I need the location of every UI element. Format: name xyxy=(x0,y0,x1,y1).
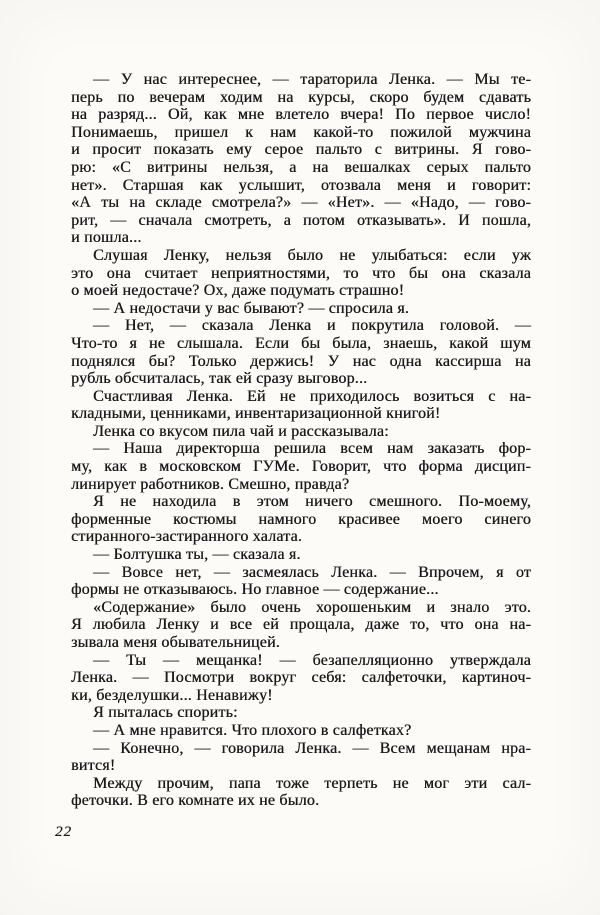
page-number: 22 xyxy=(55,824,72,840)
text-line: — Наша директорша решила всем нам заказать фор- xyxy=(93,440,531,458)
paragraph xyxy=(71,546,531,564)
text-line: рит, — сначала смотреть, а потом отказывать». И пошла, xyxy=(71,211,531,229)
text-line: Между прочим, папа тоже терпеть не мог эти сал- xyxy=(93,774,531,792)
text-block xyxy=(71,71,531,810)
text-line: му, как в московском ГУМе. Говорит, что форма дисцип- xyxy=(71,458,531,476)
text-line: — А мне нравится. Что плохого в салфетках? xyxy=(93,721,412,739)
text-line: — Вовсе нет, — засмеялась Ленка. — Впрочем, я от xyxy=(93,563,531,581)
text-line: «Содержание» было очень хорошеньким и знало это. xyxy=(93,598,531,616)
paragraph xyxy=(71,423,531,441)
paragraph xyxy=(71,564,531,599)
text-line: формы не отказываюсь. Но главное — содержание... xyxy=(71,581,439,599)
paragraph xyxy=(71,722,531,740)
text-line: форменные костюмы намного красивее моего синего xyxy=(71,510,531,528)
text-line: о моей недостаче? Ох, даже подумать страшно! xyxy=(71,282,405,300)
paragraph xyxy=(71,388,531,423)
text-line: это она считает неприятностями, то что бы она сказала xyxy=(71,264,531,282)
text-line: Я не находила в этом ничего смешного. По-моему, xyxy=(93,493,531,511)
paragraph xyxy=(71,440,531,493)
text-line: — Нет, — сказала Ленка и покрутила головой. — xyxy=(93,317,531,335)
paragraph xyxy=(71,652,531,705)
text-line: перь по вечерам ходим на курсы, скоро будем сдавать xyxy=(71,88,531,106)
text-line: рю: «С витрины нельзя, а на вешалках серых пальто xyxy=(71,158,531,176)
paragraph xyxy=(71,740,531,775)
text-line: Слушая Ленку, нельзя было не улыбаться: если уж xyxy=(93,246,531,264)
text-line: вится! xyxy=(71,757,116,775)
text-line: и пошла... xyxy=(71,229,142,247)
text-line: — У нас интереснее, — тараторила Ленка. — Мы те- xyxy=(93,71,531,88)
text-line: рубль обсчиталась, так ей сразу выговор... xyxy=(71,370,368,388)
text-line: зывала меня обывательницей. xyxy=(71,634,280,651)
paragraph xyxy=(71,317,531,387)
text-line: Что-то я не слышала. Если бы была, знаешь, какой шум xyxy=(71,334,531,352)
text-line: Понимаешь, пришел к нам какой-то пожилой мужчина xyxy=(71,123,531,141)
text-line: линирует работников. Смешно, правда? xyxy=(71,475,350,493)
text-line: стиранного-застиранного халата. xyxy=(71,528,303,546)
text-line: кладными, ценниками, инвентаризационной книгой! xyxy=(71,405,441,423)
text-line: и просит показать ему серое пальто с витрины. Я гово- xyxy=(71,141,531,159)
text-line: — Болтушка ты, — сказала я. xyxy=(93,546,301,564)
paragraph xyxy=(71,71,531,247)
paragraph xyxy=(71,775,531,810)
text-line: — А недостачи у вас бывают? — спросила я. xyxy=(93,299,409,317)
text-line: поднялся бы? Только держись! У нас одна кассирша на xyxy=(71,352,531,370)
paragraph xyxy=(71,300,531,318)
paragraph xyxy=(71,247,531,300)
text-line: Счастливая Ленка. Ей не приходилось возиться с на- xyxy=(93,387,531,405)
text-line: на разряд... Ой, как мне влетело вчера! По первое число! xyxy=(71,106,531,124)
text-line: Я любила Ленку и все ей прощала, даже то, что она на- xyxy=(71,616,531,634)
text-line: — Ты — мещанка! — безапелляционно утверждала xyxy=(93,651,531,669)
text-line: феточки. В его комнате их не было. xyxy=(71,792,320,810)
text-line: Я пыталась спорить: xyxy=(93,704,238,722)
text-line: «А ты на складе смотрела?» — «Нет». — «Надо, — гово- xyxy=(71,194,531,212)
text-line: — Конечно, — говорила Ленка. — Всем мещанам нра- xyxy=(93,739,531,757)
paragraph xyxy=(71,704,531,722)
text-line: нет». Старшая как услышит, отозвала меня и говорит: xyxy=(71,176,531,194)
text-line: Ленка. — Посмотри вокруг себя: салфеточки, картиноч- xyxy=(71,669,531,687)
text-line: Ленка со вкусом пила чай и рассказывала: xyxy=(93,422,389,440)
text-line: ки, безделушки... Ненавижу! xyxy=(71,686,273,704)
paragraph xyxy=(71,493,531,546)
paragraph xyxy=(71,599,531,652)
